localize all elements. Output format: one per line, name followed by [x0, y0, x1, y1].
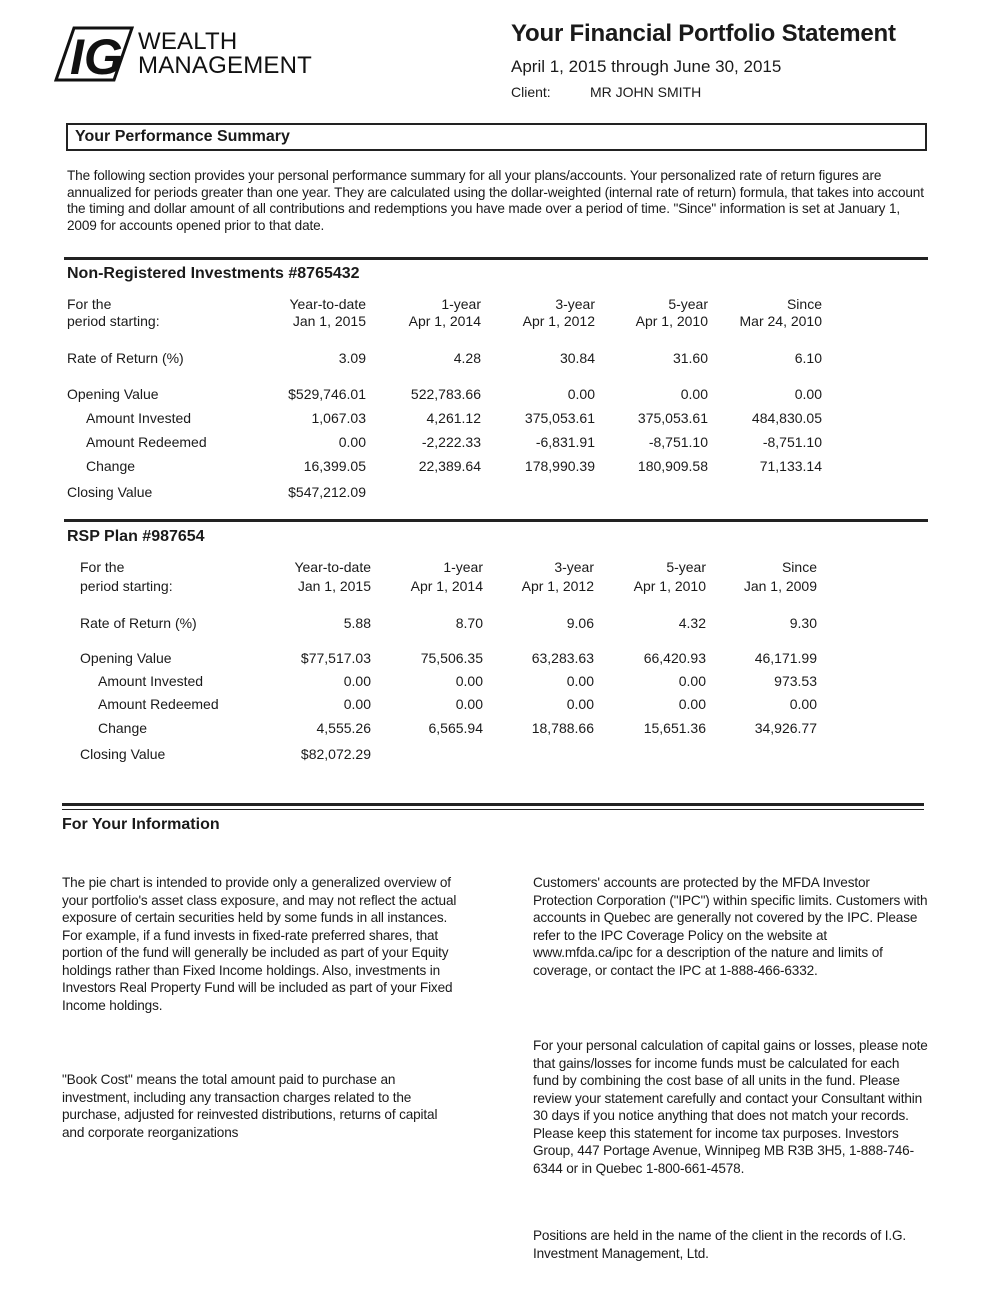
row-label: Amount Invested	[86, 410, 192, 426]
table-cell: Since	[781, 559, 817, 575]
row-label: period starting:	[67, 313, 160, 329]
table-cell: 9.30	[789, 615, 817, 631]
row-label: Opening Value	[67, 386, 159, 402]
table-cell: -8,751.10	[762, 434, 822, 450]
table-cell: 484,830.05	[751, 410, 822, 426]
table-cell: 973.53	[774, 673, 817, 689]
section-divider	[64, 519, 928, 522]
table-cell: Apr 1, 2010	[633, 578, 706, 594]
table-cell: Jan 1, 2015	[292, 313, 366, 329]
table-cell: Apr 1, 2012	[521, 578, 594, 594]
table-cell: 34,926.77	[754, 720, 817, 736]
opening-value-row	[0, 650, 1000, 668]
section-divider	[64, 257, 928, 260]
performance-summary-intro: The following section provides your personal performance summary for all your plans/accounts. Your personalized rate of return figures are annualized for periods greater than one year. They are calculated using the dollar-weighted (internal rate of return) formula, that takes into account the timing and dollar amount of all contributions and redemptions you have made over a period of time. "Since" information is set at January 1, 2009 for accounts opened prior to that date.	[67, 168, 924, 233]
table-cell: 31.60	[672, 350, 708, 366]
table-cell: 3-year	[555, 296, 595, 312]
table-cell: 4,261.12	[426, 410, 481, 426]
table-cell: 8.70	[455, 615, 483, 631]
row-label: For the	[67, 296, 112, 312]
table-cell: 16,399.05	[303, 458, 366, 474]
row-label: For the	[80, 559, 125, 575]
table-cell: 4.32	[678, 615, 706, 631]
rate-of-return-row	[0, 615, 1000, 633]
rate-of-return-row	[0, 350, 1000, 368]
logo-wordmark-line2: MANAGEMENT	[138, 52, 313, 79]
book-cost-note: "Book Cost" means the total amount paid to purchase an investment, including any transaction charges related to the purchase, adjusted for reinvested distributions, returns of capital and corporate reorganizations	[62, 1072, 438, 1140]
table-cell: 0.00	[343, 673, 371, 689]
statement-title: Your Financial Portfolio Statement	[511, 20, 896, 47]
table-cell: 5.88	[343, 615, 371, 631]
table-cell: 0.00	[455, 696, 483, 712]
change-row	[0, 720, 1000, 738]
table-cell: 15,651.36	[643, 720, 706, 736]
ig-logo-mark-icon	[54, 24, 134, 84]
table-cell: Apr 1, 2012	[522, 313, 595, 329]
performance-summary-heading	[66, 123, 927, 151]
table-cell: 375,053.61	[524, 410, 595, 426]
change-row	[0, 458, 1000, 476]
table-cell: Apr 1, 2010	[635, 313, 708, 329]
row-label: Rate of Return (%)	[67, 350, 184, 366]
row-label: Opening Value	[80, 650, 172, 666]
row-label: Closing Value	[67, 484, 153, 500]
opening-value-row	[0, 386, 1000, 404]
row-label: period starting:	[80, 578, 173, 594]
statement-period: April 1, 2015 through June 30, 2015	[511, 57, 782, 76]
period-header-row	[0, 559, 1000, 577]
table-cell: 1,067.03	[311, 410, 366, 426]
table-cell: $82,072.29	[300, 746, 371, 762]
table-cell: 0.00	[567, 386, 595, 402]
closing-value-row	[0, 484, 1000, 502]
table-cell: 18,788.66	[531, 720, 594, 736]
row-label: Amount Redeemed	[86, 434, 207, 450]
client-label: Client:	[511, 84, 551, 100]
table-cell: 0.00	[566, 696, 594, 712]
table-cell: -2,222.33	[421, 434, 481, 450]
positions-note: Positions are held in the name of the client in the records of I.G. Investment Management, Ltd.	[533, 1228, 907, 1261]
logo-wordmark	[138, 30, 312, 78]
table-cell: 0.00	[789, 696, 817, 712]
mfda-ipc-note: Customers' accounts are protected by the MFDA Investor Protection Corporation ("IPC") within specific limits. Customers with accounts in Quebec are generally not covered by the IPC. Please refer to the IPC Coverage Policy on the website at www.mfda.ca/ipc for a description of the nature and limits of coverage, or contact the IPC at 1-888-466-6332.	[533, 875, 928, 978]
period-start-row	[0, 578, 1000, 596]
table-cell: Since	[786, 296, 822, 312]
table-cell: 22,389.64	[418, 458, 481, 474]
table-cell: 5-year	[668, 296, 708, 312]
table-cell: Apr 1, 2014	[410, 578, 483, 594]
table-cell: $529,746.01	[288, 386, 366, 402]
info-divider-thin	[62, 809, 924, 810]
table-cell: 0.00	[794, 386, 822, 402]
pie-chart-note: The pie chart is intended to provide only a generalized overview of your portfolio's asset class exposure, and may not reflect the actual exposure of certain securities held by some funds in all instances. For example, if a fund invests in fixed-rate preferred shares, that portion of the fund will generally be included as part of your Equity holdings rather than Fixed Income holdings. Also, investments in Investors Real Property Fund will be included as part of your Fixed Income holdings.	[62, 875, 457, 1013]
table-cell: 46,171.99	[754, 650, 817, 666]
table-cell: Mar 24, 2010	[739, 313, 822, 329]
table-cell: 375,053.61	[637, 410, 708, 426]
logo-wordmark-line1: WEALTH	[138, 28, 238, 55]
table-cell: 3-year	[554, 559, 594, 575]
performance-summary-title: Your Performance Summary	[75, 128, 290, 145]
table-cell: 0.00	[680, 386, 708, 402]
table-cell: 30.84	[559, 350, 595, 366]
closing-value-row	[0, 746, 1000, 764]
table-cell: -6,831.91	[535, 434, 595, 450]
table-cell: Year-to-date	[289, 296, 366, 312]
table-cell: Year-to-date	[294, 559, 371, 575]
table-cell: 1-year	[441, 296, 481, 312]
table-cell: 178,990.39	[524, 458, 595, 474]
table-cell: 180,909.58	[637, 458, 708, 474]
table-cell: 1-year	[443, 559, 483, 575]
table-cell: 71,133.14	[759, 458, 822, 474]
period-header-row	[0, 296, 1000, 314]
table-cell: 6.10	[794, 350, 822, 366]
info-divider-thick	[62, 803, 924, 806]
table-cell: 75,506.35	[420, 650, 483, 666]
logo-mark-text: IG	[70, 29, 123, 84]
table-cell: $77,517.03	[300, 650, 371, 666]
amount-invested-row	[0, 673, 1000, 691]
table-cell: 0.00	[678, 696, 706, 712]
table-cell: 5-year	[666, 559, 706, 575]
table-cell: 0.00	[338, 434, 366, 450]
row-label: Closing Value	[80, 746, 166, 762]
table-cell: 9.06	[566, 615, 594, 631]
table-cell: 0.00	[343, 696, 371, 712]
table-cell: 66,420.93	[643, 650, 706, 666]
ig-wealth-management-logo	[54, 24, 324, 86]
table-cell: 0.00	[678, 673, 706, 689]
amount-redeemed-row	[0, 696, 1000, 714]
client-name: MR JOHN SMITH	[590, 84, 702, 100]
row-label: Amount Redeemed	[98, 696, 219, 712]
non-registered-title: Non-Registered Investments #8765432	[67, 265, 360, 282]
rsp-plan-title: RSP Plan #987654	[67, 528, 205, 545]
table-cell: 4.28	[453, 350, 481, 366]
table-cell: 4,555.26	[316, 720, 371, 736]
table-cell: Jan 1, 2009	[743, 578, 817, 594]
table-cell: 0.00	[566, 673, 594, 689]
table-cell: 3.09	[338, 350, 366, 366]
period-start-row	[0, 313, 1000, 331]
table-cell: $547,212.09	[288, 484, 366, 500]
table-cell: 6,565.94	[428, 720, 483, 736]
table-cell: 63,283.63	[531, 650, 594, 666]
for-your-information-title: For Your Information	[62, 816, 220, 833]
table-cell: -8,751.10	[648, 434, 708, 450]
table-cell: Jan 1, 2015	[297, 578, 371, 594]
row-label: Change	[98, 720, 148, 736]
row-label: Rate of Return (%)	[80, 615, 197, 631]
capital-gains-note: For your personal calculation of capital gains or losses, please note that gains/losses for income funds must be calculated for each fund by combining the cost base of all units in the fund. Please review your statement carefully and contact your Consultant within 30 days if you notice anything that does not match your records. Please keep this statement for income tax purposes. Investors Group, 447 Portage Avenue, Winnipeg MB R3B 3H5, 1-888-746-6344 or in Quebec 1-800-661-4578.	[533, 1038, 928, 1176]
table-cell: 522,783.66	[410, 386, 481, 402]
amount-redeemed-row	[0, 434, 1000, 452]
amount-invested-row	[0, 410, 1000, 428]
row-label: Change	[86, 458, 136, 474]
row-label: Amount Invested	[98, 673, 204, 689]
table-cell: Apr 1, 2014	[408, 313, 481, 329]
table-cell: 0.00	[455, 673, 483, 689]
